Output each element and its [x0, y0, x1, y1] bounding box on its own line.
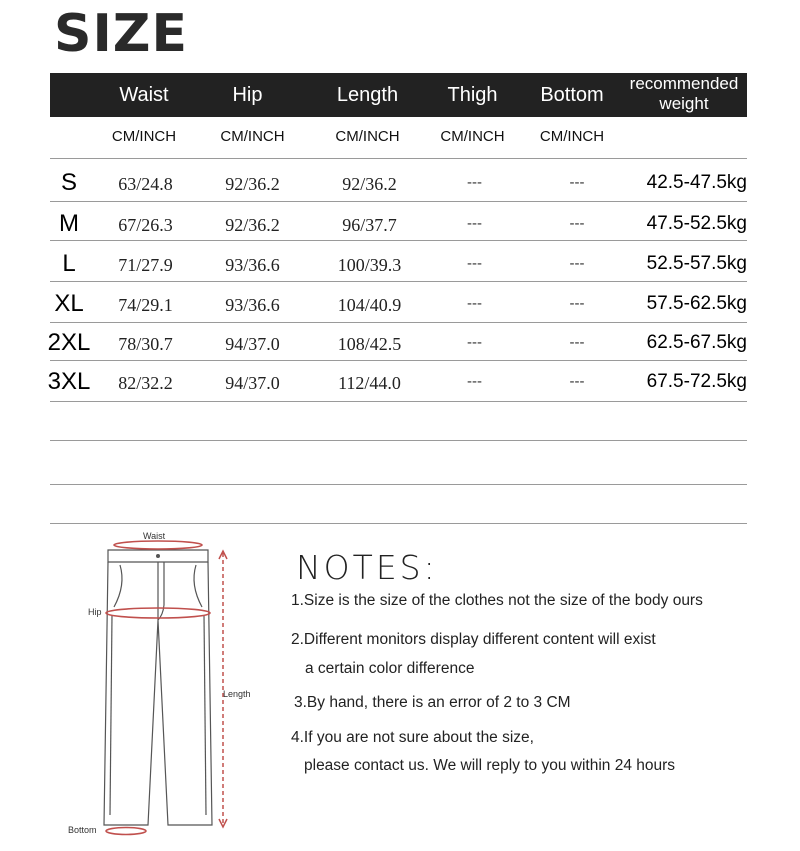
table-row — [50, 283, 747, 323]
length-label: Length — [223, 689, 251, 699]
bottom-value: --- — [569, 373, 585, 390]
size-label: XL — [54, 290, 84, 317]
row-divider — [50, 240, 747, 241]
empty-divider — [50, 523, 747, 524]
unit-length: CM/INCH — [335, 128, 400, 145]
hip-value: 93/36.6 — [225, 255, 280, 275]
waist-value: 78/30.7 — [118, 334, 173, 354]
unit-bottom: CM/INCH — [539, 128, 605, 145]
weight-value: 42.5-47.5kg — [646, 172, 747, 193]
table-row — [50, 243, 747, 283]
waist-label: Waist — [143, 531, 166, 541]
length-value: 100/39.3 — [337, 255, 402, 275]
header-waist: Waist — [119, 84, 169, 106]
weight-value: 57.5-62.5kg — [646, 293, 747, 314]
table-row — [47, 322, 747, 362]
note-2: 2.Different monitors display different content will exist — [291, 631, 656, 648]
row-divider — [50, 281, 747, 282]
size-label: M — [59, 210, 79, 237]
hip-value: 93/36.6 — [225, 295, 280, 315]
hip-value: 94/37.0 — [225, 373, 280, 393]
bottom-value: --- — [569, 174, 585, 191]
note-3: 3.By hand, there is an error of 2 to 3 CM — [294, 694, 571, 711]
bottom-value: --- — [569, 215, 585, 232]
header-weight — [618, 73, 750, 118]
bottom-value: --- — [569, 255, 585, 272]
note-4-continued: please contact us. We will reply to you within 24 hours — [304, 757, 676, 774]
note-1: 1.Size is the size of the clothes not the size of the body ours — [291, 592, 703, 609]
size-label: 2XL — [47, 329, 91, 356]
notes-title: NOTES: — [296, 548, 438, 587]
length-value: 112/44.0 — [338, 373, 401, 393]
hip-label: Hip — [88, 607, 102, 617]
note-4: 4.If you are not sure about the size, — [291, 729, 534, 746]
header-weight-line2: weight — [659, 94, 709, 113]
waist-value: 71/27.9 — [118, 255, 173, 275]
length-value: 96/37.7 — [342, 215, 397, 235]
weight-value: 62.5-67.5kg — [646, 332, 747, 353]
row-divider — [50, 201, 747, 202]
pants-measurement-diagram — [60, 525, 265, 840]
table-row — [47, 361, 747, 401]
thigh-value: --- — [467, 174, 482, 191]
unit-hip: CM/INCH — [220, 128, 285, 145]
empty-divider — [50, 484, 747, 485]
header-thigh: Thigh — [447, 84, 498, 106]
weight-value: 47.5-52.5kg — [646, 213, 747, 234]
hip-value: 92/36.2 — [225, 174, 280, 194]
weight-value: 67.5-72.5kg — [646, 371, 747, 392]
note-2-continued: a certain color difference — [305, 660, 475, 677]
thigh-value: --- — [467, 295, 482, 312]
waist-value: 67/26.3 — [118, 215, 173, 235]
weight-value: 52.5-57.5kg — [646, 253, 747, 274]
unit-waist: CM/INCH — [111, 128, 177, 145]
unit-thigh: CM/INCH — [440, 128, 505, 145]
length-value: 108/42.5 — [337, 334, 402, 354]
size-label: L — [62, 250, 76, 277]
bottom-label: Bottom — [68, 825, 97, 835]
thigh-value: --- — [467, 215, 482, 232]
thigh-value: --- — [467, 373, 482, 390]
row-divider — [50, 158, 747, 159]
table-header — [50, 73, 747, 117]
size-label: S — [60, 169, 77, 196]
header-weight-line1: recommended — [629, 74, 739, 93]
bottom-value: --- — [569, 295, 585, 312]
header-hip: Hip — [232, 84, 263, 106]
page-title: SIZE — [54, 4, 189, 64]
waist-value: 82/32.2 — [118, 373, 173, 393]
pants-outline-icon — [60, 525, 265, 840]
size-label: 3XL — [47, 368, 91, 395]
header-length: Length — [336, 84, 399, 106]
length-value: 104/40.9 — [337, 295, 402, 315]
header-bottom: Bottom — [540, 84, 604, 106]
table-row — [50, 162, 747, 202]
thigh-value: --- — [467, 334, 482, 351]
empty-divider — [50, 440, 747, 441]
waist-value: 63/24.8 — [118, 174, 173, 194]
hip-value: 94/37.0 — [225, 334, 280, 354]
table-row — [50, 203, 747, 243]
waist-value: 74/29.1 — [118, 295, 173, 315]
row-divider — [50, 401, 747, 402]
thigh-value: --- — [467, 255, 482, 272]
hip-value: 92/36.2 — [225, 215, 280, 235]
bottom-value: --- — [569, 334, 585, 351]
length-value: 92/36.2 — [342, 174, 397, 194]
